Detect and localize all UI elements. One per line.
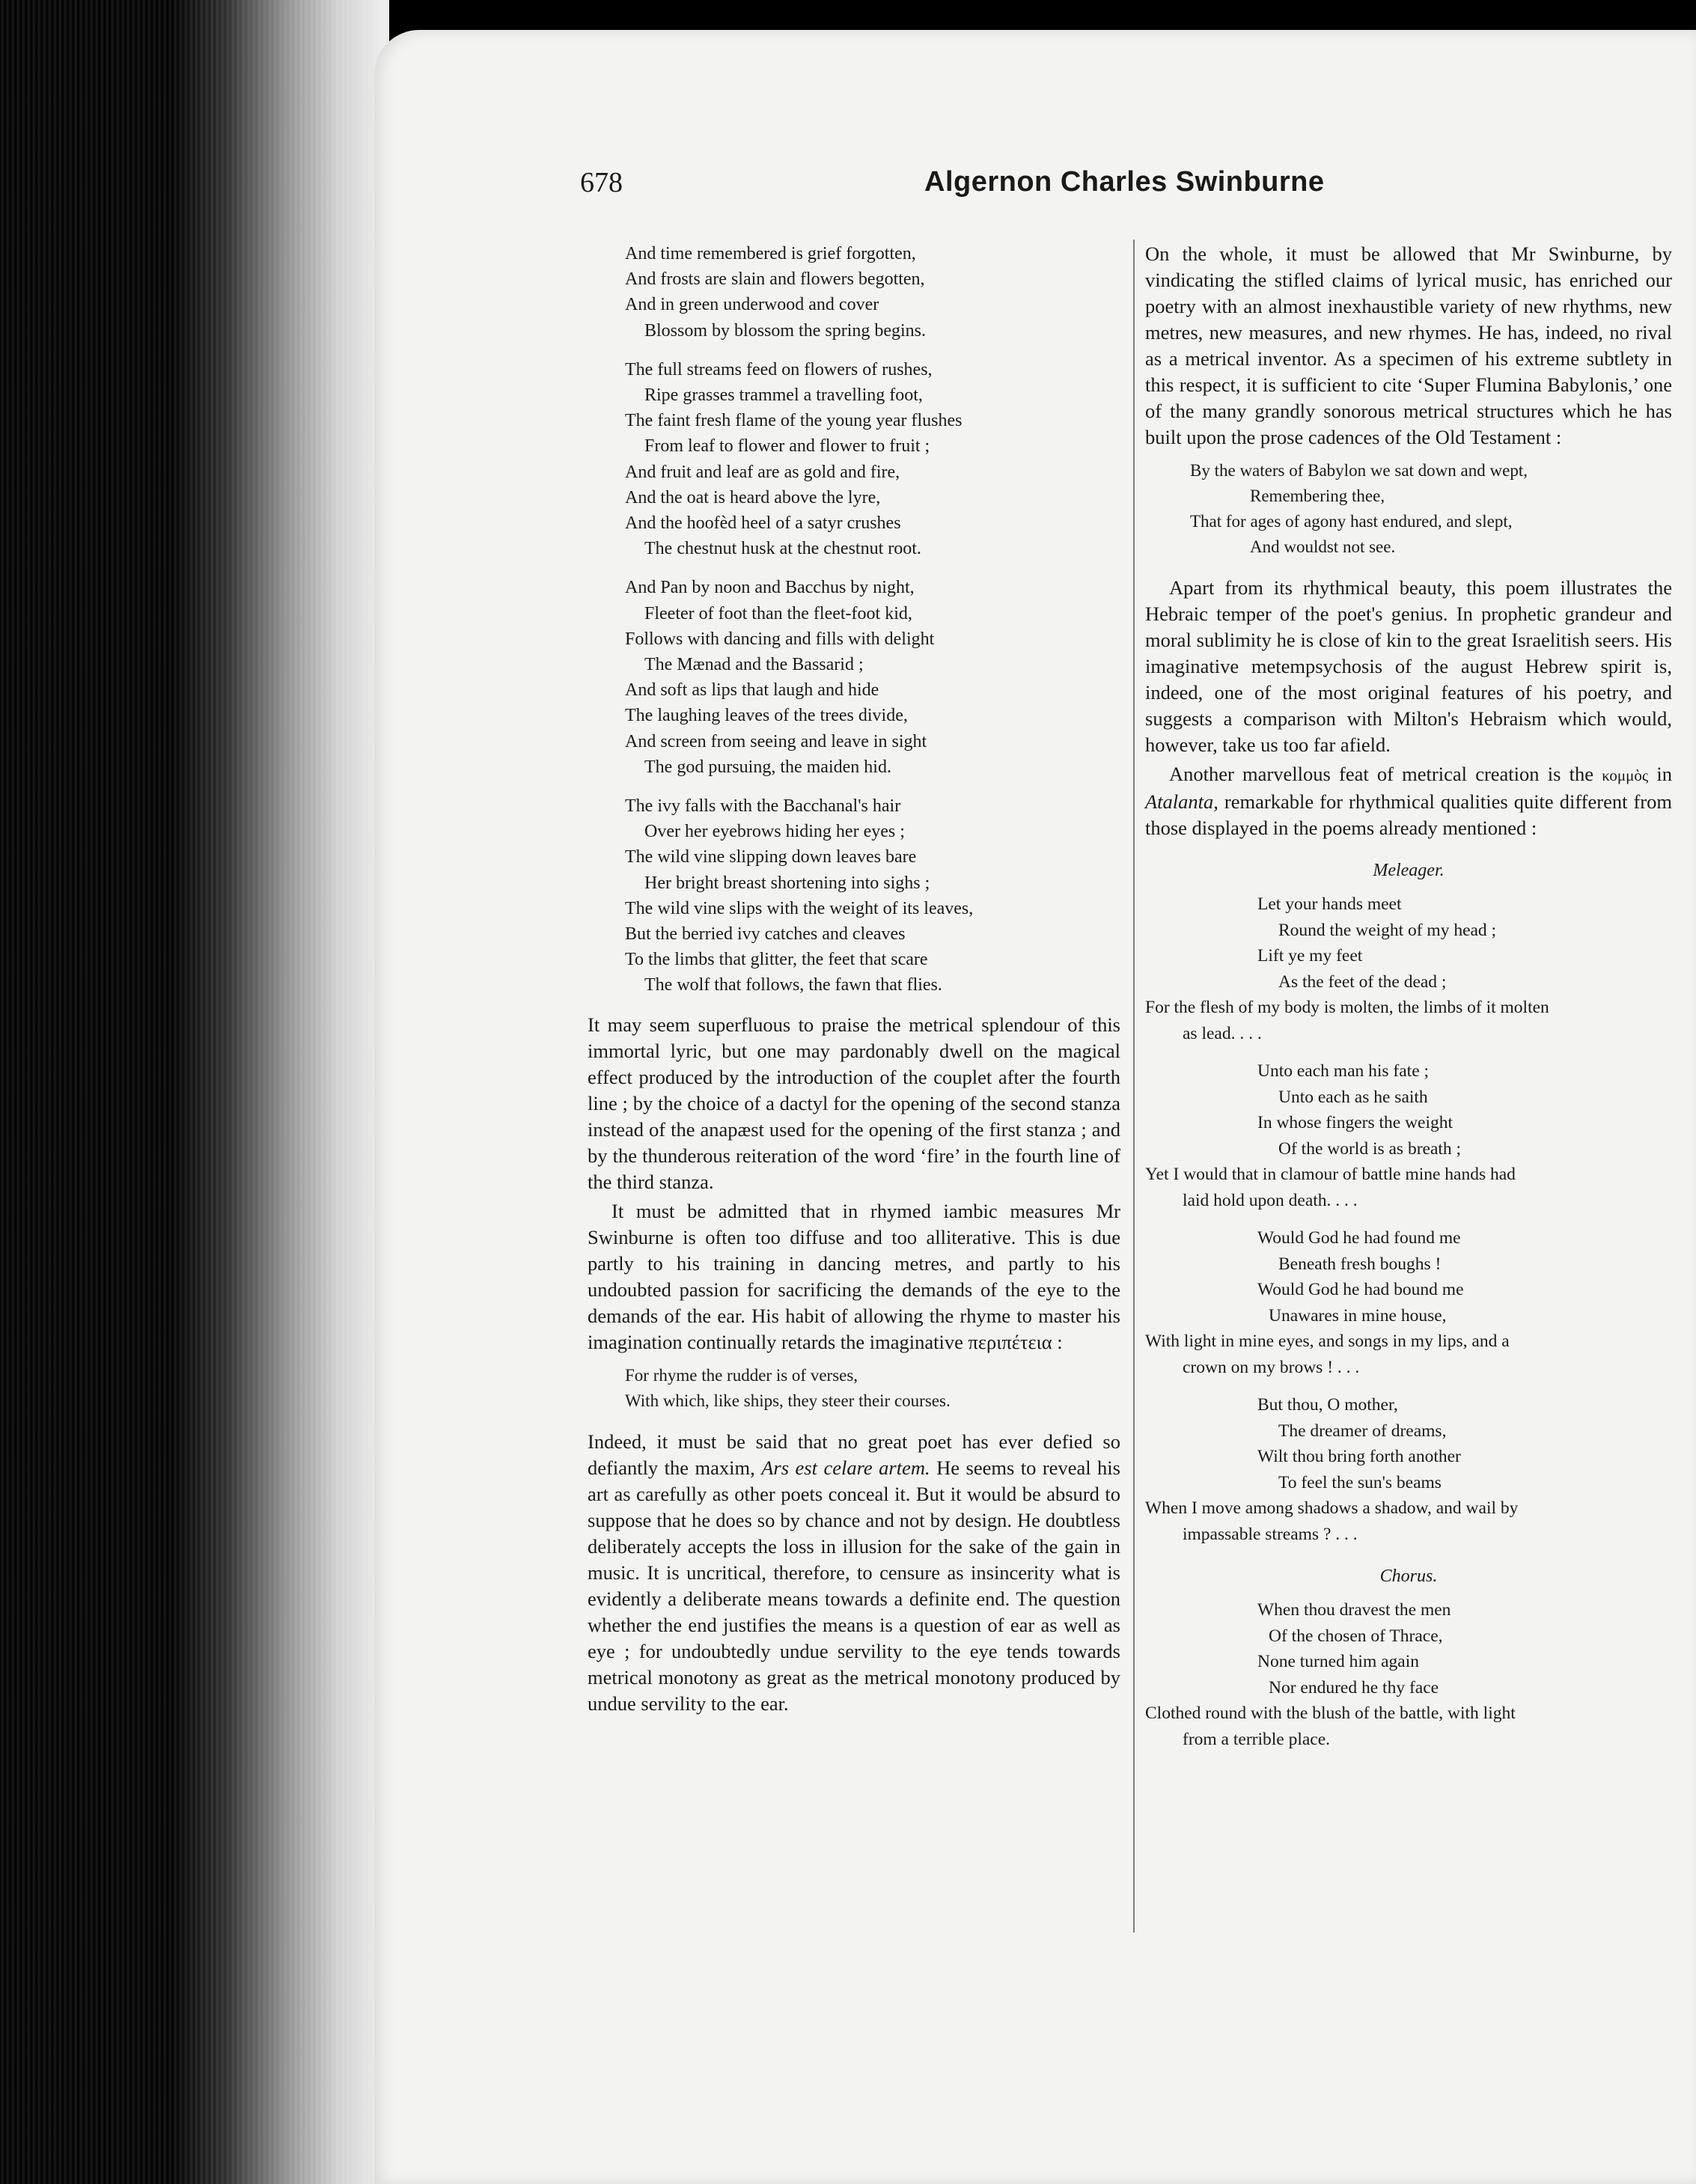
- verse-line: And in green underwood and cover: [625, 295, 879, 315]
- verse-line: The wolf that follows, the fawn that flies.: [644, 975, 942, 995]
- verse-line: But the berried ivy catches and cleaves: [625, 924, 906, 945]
- verse-line: impassable streams ? . . .: [1183, 1524, 1358, 1544]
- verse-line: Unawares in mine house,: [1269, 1305, 1447, 1326]
- verse-line: And screen from seeing and leave in sight: [625, 731, 927, 751]
- running-title: Algernon Charles Swinburne: [924, 166, 1325, 198]
- block-quote: [1145, 458, 1672, 560]
- verse-stanza-1: [588, 241, 1120, 344]
- meleager-heading: Meleager.: [1373, 861, 1445, 880]
- meleager-stanza-2: [1145, 1058, 1672, 1213]
- verse-line: as lead. . . .: [1183, 1023, 1262, 1043]
- scan-page-edge: [0, 0, 389, 2184]
- verse-line: Fleeter of foot than the fleet-foot kid,: [644, 603, 912, 623]
- paragraph-text: in: [1648, 763, 1672, 785]
- verse-line: For the flesh of my body is molten, the limbs of it molten: [1145, 998, 1549, 1017]
- latin-maxim: Ars est celare artem.: [761, 1456, 930, 1479]
- verse-line: Follows with dancing and fills with delight: [625, 629, 935, 649]
- meleager-stanza-1: [1145, 891, 1672, 1046]
- meleager-stanza-4: [1145, 1392, 1672, 1547]
- left-column: [588, 241, 1120, 1720]
- paragraph: It must be admitted that in rhymed iambic measures Mr Swinburne is often too diffuse and too alliterative. This is due partly to his training in dancing metres, and partly to his undoubted passion for sacrificing the demands of the eye to the demands of the ear. His habit of allowing the rhyme to master his imagination continually retards the imaginative περιπέτεια :: [588, 1199, 1120, 1353]
- verse-line: Wilt thou bring forth another: [1257, 1447, 1461, 1466]
- paragraph-text: Another marvellous feat of metrical creation is the: [1169, 763, 1602, 785]
- quote-line: With which, like ships, they steer their courses.: [625, 1391, 951, 1410]
- quote-line: That for ages of agony hast endured, and slept,: [1190, 512, 1513, 531]
- greek-term: κομμὸς: [1602, 766, 1649, 784]
- verse-line: The chestnut husk at the chestnut root.: [644, 539, 921, 559]
- verse-line: But thou, O mother,: [1257, 1395, 1398, 1415]
- verse-line: Nor endured he thy face: [1269, 1677, 1439, 1698]
- verse-line: With light in mine eyes, and songs in my lips, and a: [1145, 1332, 1510, 1351]
- quote-line: And wouldst not see.: [1250, 537, 1396, 556]
- verse-line: Beneath fresh boughs !: [1278, 1254, 1442, 1274]
- verse-line: To feel the sun's beams: [1278, 1472, 1442, 1492]
- paragraph-text: Indeed, it must be said that no great poet has ever defied so defiantly the maxim,: [588, 1430, 1120, 1479]
- verse-line: Would God he had found me: [1257, 1228, 1461, 1248]
- verse-line: And frosts are slain and flowers begotten,: [625, 269, 925, 290]
- verse-stanza-4: [588, 793, 1120, 998]
- verse-line: The wild vine slipping down leaves bare: [625, 847, 917, 867]
- paragraph-text: remarkable for rhythmical qualities quite different from those displayed in the poems already mentioned :: [1145, 790, 1672, 839]
- right-column: [1145, 241, 1672, 1764]
- work-title: Atalanta,: [1145, 790, 1218, 813]
- verse-line: And time remembered is grief forgotten,: [625, 244, 916, 263]
- verse-line: When thou dravest the men: [1257, 1600, 1451, 1620]
- verse-line: laid hold upon death. . . .: [1183, 1190, 1358, 1210]
- verse-line: From leaf to flower and flower to fruit ;: [644, 436, 930, 457]
- verse-line: Round the weight of my head ;: [1278, 920, 1497, 940]
- column-divider: [1133, 240, 1135, 1933]
- paragraph: Apart from its rhythmical beauty, this poem illustrates the Hebraic temper of the poet's genius. In prophetic grandeur and moral sublimity he is close of kin to the great Israelitish seers. His imaginative metempsychosis of the august Hebrew spirit is, indeed, one of the most original features of his poetry, and suggests a comparison with Milton's Hebraism which would, however, take us too far afield.: [1145, 576, 1672, 756]
- verse-line: The god pursuing, the maiden hid.: [644, 757, 891, 777]
- verse-line: The ivy falls with the Bacchanal's hair: [625, 796, 901, 817]
- verse-line: Unto each man his fate ;: [1257, 1061, 1430, 1081]
- verse-line: Would God he had bound me: [1257, 1280, 1464, 1299]
- verse-line: Her bright breast shortening into sighs ;: [644, 873, 930, 893]
- verse-line: crown on my brows ! . . .: [1183, 1357, 1360, 1377]
- verse-line: As the feet of the dead ;: [1278, 971, 1447, 992]
- verse-line: When I move among shadows a shadow, and wail by: [1145, 1498, 1519, 1518]
- chorus-stanza: [1145, 1597, 1672, 1752]
- page-number: 678: [580, 167, 623, 198]
- quote-line: By the waters of Babylon we sat down and wept,: [1190, 461, 1528, 480]
- quote-line: Remembering thee,: [1250, 486, 1385, 505]
- verse-line: And soft as lips that laugh and hide: [625, 680, 879, 701]
- verse-line: The faint fresh flame of the young year flushes: [625, 411, 963, 431]
- verse-stanza-3: [588, 575, 1120, 780]
- verse-line: Yet I would that in clamour of battle mine hands had: [1145, 1165, 1516, 1184]
- verse-line: Over her eyebrows hiding her eyes ;: [644, 822, 905, 842]
- verse-line: from a terrible place.: [1183, 1729, 1331, 1749]
- verse-line: The full streams feed on flowers of rushes,: [625, 359, 933, 379]
- verse-line: Let your hands meet: [1257, 894, 1402, 914]
- meleager-stanza-3: [1145, 1225, 1672, 1380]
- paragraph: [588, 1429, 1120, 1717]
- verse-line: And the hoofèd heel of a satyr crushes: [625, 513, 901, 534]
- verse-line: The Mænad and the Bassarid ;: [644, 655, 864, 675]
- chorus-heading: Chorus.: [1379, 1567, 1438, 1586]
- verse-line: Ripe grasses trammel a travelling foot,: [644, 385, 923, 406]
- verse-line: None turned him again: [1257, 1652, 1420, 1671]
- paragraph-text: He seems to reveal his art as carefully as other poets conceal it. But it would be absurd to suppose that he does so by chance and not by design. He doubtless deliberately accepts the loss in illusion for the sake of the gain in music. It is uncritical, therefore, to censure as insincerity what is evidently a deliberate means towards a definite end. The question whether the end justifies the means is a question of ear as well as eye ; for undoubtedly undue servility to the eye tends towards metrical monotony as great as the metrical monotony produced by undue servility to the ear.: [588, 1456, 1120, 1715]
- verse-line: To the limbs that glitter, the feet that scare: [625, 950, 928, 970]
- paragraph: It may seem superfluous to praise the metrical splendour of this immortal lyric, but one may pardonably dwell on the magical effect produced by the introduction of the couplet after the fourth line ; by the choice of a dactyl for the opening of the second stanza instead of the anapæst used for the opening of the first stanza ; and by the thunderous reiteration of the word ‘fire’ in the fourth line of the third stanza.: [588, 1013, 1120, 1193]
- verse-line: And fruit and leaf are as gold and fire,: [625, 462, 900, 482]
- verse-line: Blossom by blossom the spring begins.: [644, 320, 927, 341]
- verse-line: The dreamer of dreams,: [1278, 1421, 1447, 1441]
- verse-line: The wild vine slips with the weight of its leaves,: [625, 898, 974, 918]
- verse-line: Of the world is as breath ;: [1278, 1138, 1462, 1159]
- verse-line: Unto each as he saith: [1278, 1087, 1428, 1107]
- verse-line: And the oat is heard above the lyre,: [625, 487, 881, 507]
- verse-stanza-2: [588, 357, 1120, 562]
- quote-line: For rhyme the rudder is of verses,: [625, 1365, 858, 1385]
- paragraph: On the whole, it must be allowed that Mr Swinburne, by vindicating the stifled claims of lyrical music, has enriched our poetry with an almost inexhaustible variety of new rhythms, new metres, new measures, and new rhymes. He has, indeed, no rival as a metrical inventor. As a specimen of his extreme subtlety in this respect, it is sufficient to cite ‘Super Flumina Babylonis,’ one of the many grandly sonorous metrical structures which he has built upon the prose cadences of the Old Testament :: [1145, 243, 1672, 448]
- verse-line: The laughing leaves of the trees divide,: [625, 706, 908, 726]
- verse-line: Lift ye my feet: [1257, 946, 1363, 966]
- block-quote: [588, 1363, 1120, 1414]
- verse-line: Of the chosen of Thrace,: [1269, 1626, 1443, 1646]
- verse-line: Clothed round with the blush of the battle, with light: [1145, 1703, 1516, 1723]
- verse-line: And Pan by noon and Bacchus by night,: [625, 578, 915, 598]
- paragraph: [1145, 761, 1672, 841]
- verse-line: In whose fingers the weight: [1257, 1113, 1454, 1132]
